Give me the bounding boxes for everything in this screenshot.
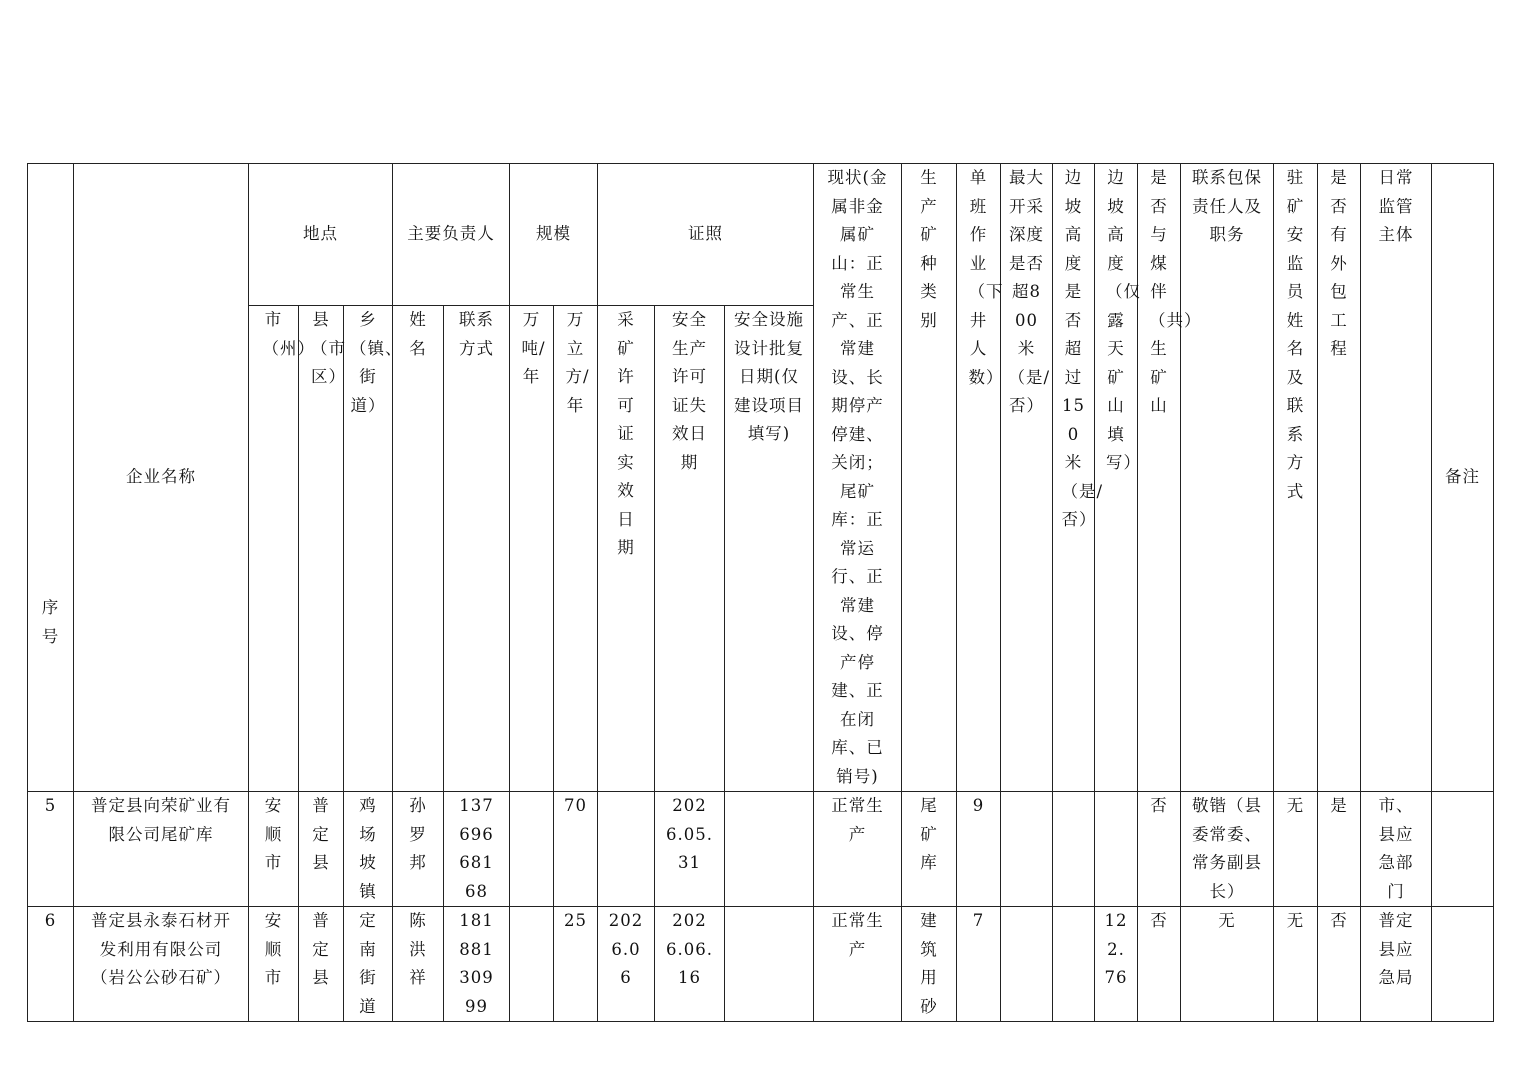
header-location-city: 市（州）: [249, 306, 299, 792]
header-liaison: 联系包保责任人及职务: [1181, 164, 1274, 792]
header-principal: 主要负责人: [393, 164, 510, 306]
header-slope-over: 边坡高度是否超过150米（是/否）: [1053, 164, 1095, 792]
header-scale: 规模: [510, 164, 598, 306]
cell-contact: 13769668168: [444, 792, 510, 907]
header-scale-wt: 万吨/年: [510, 306, 554, 792]
header-mineral: 生产矿种类别: [902, 164, 957, 792]
cell-depth: [1001, 907, 1053, 1022]
cell-inspector: 无: [1274, 907, 1318, 1022]
cell-town: 鸡场坡镇: [344, 792, 393, 907]
header-status: 现状(金属非金属矿山：正常生产、正常建设、长期停产停建、关闭；尾矿库：正常运行、正常建设、停产停建、正在闭库、已销号): [814, 164, 902, 792]
cell-shift: 9: [957, 792, 1001, 907]
header-license-design: 安全设施设计批复日期(仅建设项目填写): [725, 306, 814, 792]
cell-remarks: [1432, 792, 1494, 907]
header-seq: 序号: [28, 164, 74, 792]
header-slope-height: 边坡高度（仅露天矿山填写）: [1095, 164, 1138, 792]
header-shift: 单班作业（下井人数）: [957, 164, 1001, 792]
cell-outsourcing: 是: [1318, 792, 1361, 907]
cell-slope-over: [1053, 907, 1095, 1022]
header-location: 地点: [249, 164, 393, 306]
header-scale-wm3: 万立方/年: [554, 306, 598, 792]
cell-company: 普定县向荣矿业有限公司尾矿库: [74, 792, 249, 907]
cell-slope-height: 122.76: [1095, 907, 1138, 1022]
cell-slope-height: [1095, 792, 1138, 907]
cell-slope-over: [1053, 792, 1095, 907]
cell-status: 正常生产: [814, 792, 902, 907]
table-row: [28, 907, 1494, 1022]
cell-city: 安顺市: [249, 792, 299, 907]
cell-county: 普定县: [299, 792, 344, 907]
cell-town: 定南街道: [344, 907, 393, 1022]
header-license: 证照: [598, 164, 814, 306]
cell-name: 陈洪祥: [393, 907, 444, 1022]
cell-mineral: 尾矿库: [902, 792, 957, 907]
cell-license-mining: 2026.06: [598, 907, 655, 1022]
table-row: [28, 792, 1494, 907]
cell-license-design: [725, 792, 814, 907]
cell-liaison: 无: [1181, 907, 1274, 1022]
cell-license-safety: 2026.06.16: [655, 907, 725, 1022]
header-location-county: 县（市区）: [299, 306, 344, 792]
cell-scale-wt: [510, 792, 554, 907]
cell-coal: 否: [1138, 792, 1181, 907]
cell-seq: 6: [28, 907, 74, 1022]
cell-scale-wm3: 25: [554, 907, 598, 1022]
header-principal-name: 姓名: [393, 306, 444, 792]
header-location-town: 乡（镇、街道）: [344, 306, 393, 792]
cell-depth: [1001, 792, 1053, 907]
cell-shift: 7: [957, 907, 1001, 1022]
cell-scale-wm3: 70: [554, 792, 598, 907]
mine-safety-table: [27, 163, 1494, 1022]
header-outsourcing: 是否有外包工程: [1318, 164, 1361, 792]
header-license-mining: 采矿许可证实效日期: [598, 306, 655, 792]
header-remarks: 备注: [1432, 164, 1494, 792]
header-company: 企业名称: [74, 164, 249, 792]
cell-city: 安顺市: [249, 907, 299, 1022]
cell-liaison: 敬锴（县委常委、常务副县长）: [1181, 792, 1274, 907]
cell-contact: 18188130999: [444, 907, 510, 1022]
header-coal: 是否与煤伴（共）生矿山: [1138, 164, 1181, 792]
cell-supervisor: 市、县应急部门: [1361, 792, 1432, 907]
cell-name: 孙罗邦: [393, 792, 444, 907]
cell-inspector: 无: [1274, 792, 1318, 907]
cell-license-safety: 2026.05.31: [655, 792, 725, 907]
cell-license-design: [725, 907, 814, 1022]
cell-supervisor: 普定县应急局: [1361, 907, 1432, 1022]
header-depth: 最大开采深度是否超800米（是/否）: [1001, 164, 1053, 792]
header-principal-contact: 联系方式: [444, 306, 510, 792]
cell-company: 普定县永泰石材开发利用有限公司（岩公公砂石矿）: [74, 907, 249, 1022]
header-license-safety: 安全生产许可证失效日期: [655, 306, 725, 792]
cell-mineral: 建筑用砂: [902, 907, 957, 1022]
header-supervisor: 日常监管主体: [1361, 164, 1432, 792]
cell-county: 普定县: [299, 907, 344, 1022]
header-inspector: 驻矿安监员姓名及联系方式: [1274, 164, 1318, 792]
cell-scale-wt: [510, 907, 554, 1022]
cell-status: 正常生产: [814, 907, 902, 1022]
cell-coal: 否: [1138, 907, 1181, 1022]
cell-remarks: [1432, 907, 1494, 1022]
cell-seq: 5: [28, 792, 74, 907]
cell-license-mining: [598, 792, 655, 907]
cell-outsourcing: 否: [1318, 907, 1361, 1022]
